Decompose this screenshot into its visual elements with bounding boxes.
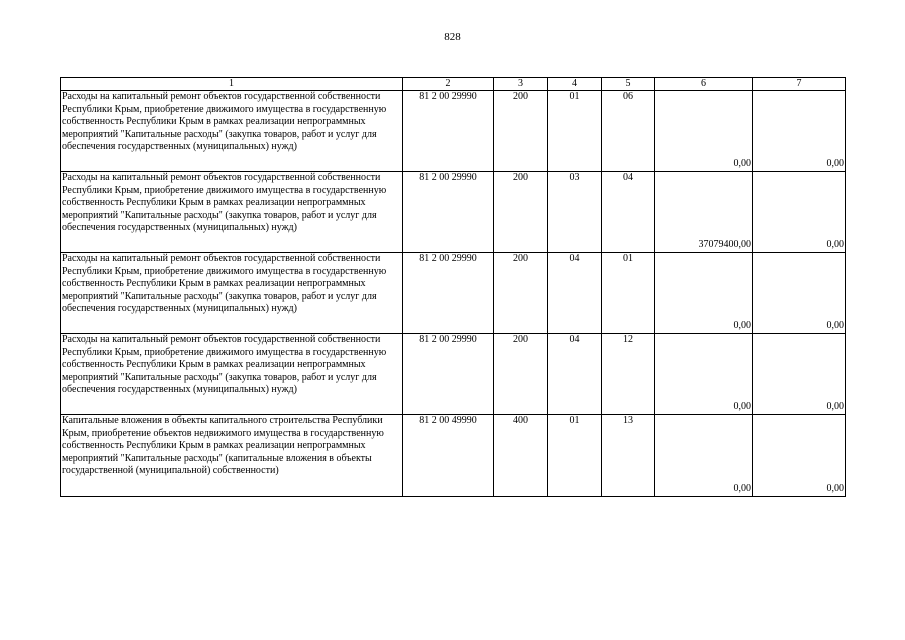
header-col-2: 2 <box>403 78 494 91</box>
header-col-6: 6 <box>655 78 753 91</box>
row-amount-col7: 0,00 <box>753 172 846 253</box>
table-row <box>61 415 846 497</box>
row-amount-col6: 0,00 <box>655 91 753 172</box>
row-amount-col7: 0,00 <box>753 415 846 497</box>
row-description: Расходы на капитальный ремонт объектов государственной собственности Республики Крым, приобретение движимого имущества в государственную собственность Республики Крым в рамках реализации непрограммных мероприятий "Капитальные расходы" (закупка товаров, работ и услуг для обеспечения государственных (муниципальных) нужд) <box>61 253 403 334</box>
header-col-1: 1 <box>61 78 403 91</box>
row-amount-col6: 0,00 <box>655 415 753 497</box>
row-subsection: 12 <box>602 334 655 415</box>
header-col-7: 7 <box>753 78 846 91</box>
header-col-5: 5 <box>602 78 655 91</box>
row-amount-col7: 0,00 <box>753 334 846 415</box>
row-description: Капитальные вложения в объекты капитального строительства Республики Крым, приобретение объектов недвижимого имущества в государственную собственность Республики Крым в рамках реализации непрограммных мероприятий "Капитальные расходы" (капитальные вложения в объекты государственной (муниципальной) собственности) <box>61 415 403 497</box>
row-amount-col6: 37079400,00 <box>655 172 753 253</box>
page-number: 828 <box>444 31 461 43</box>
row-expense-type: 200 <box>494 334 548 415</box>
row-target-code: 81 2 00 29990 <box>403 91 494 172</box>
header-col-3: 3 <box>494 78 548 91</box>
row-amount-col6: 0,00 <box>655 334 753 415</box>
budget-table <box>60 77 846 497</box>
row-expense-type: 200 <box>494 91 548 172</box>
row-section: 03 <box>548 172 602 253</box>
row-section: 04 <box>548 334 602 415</box>
table-row <box>61 172 846 253</box>
header-col-4: 4 <box>548 78 602 91</box>
row-amount-col7: 0,00 <box>753 253 846 334</box>
row-section: 04 <box>548 253 602 334</box>
row-target-code: 81 2 00 29990 <box>403 172 494 253</box>
row-subsection: 01 <box>602 253 655 334</box>
table-body <box>61 91 846 497</box>
row-subsection: 06 <box>602 91 655 172</box>
row-section: 01 <box>548 415 602 497</box>
row-expense-type: 200 <box>494 253 548 334</box>
row-expense-type: 400 <box>494 415 548 497</box>
table-row <box>61 253 846 334</box>
header-row <box>61 78 846 91</box>
table-row <box>61 91 846 172</box>
row-description: Расходы на капитальный ремонт объектов государственной собственности Республики Крым, приобретение движимого имущества в государственную собственность Республики Крым в рамках реализации непрограммных мероприятий "Капитальные расходы" (закупка товаров, работ и услуг для обеспечения государственных (муниципальных) нужд) <box>61 91 403 172</box>
table-header <box>61 78 846 91</box>
row-description: Расходы на капитальный ремонт объектов государственной собственности Республики Крым, приобретение движимого имущества в государственную собственность Республики Крым в рамках реализации непрограммных мероприятий "Капитальные расходы" (закупка товаров, работ и услуг для обеспечения государственных (муниципальных) нужд) <box>61 334 403 415</box>
table-row <box>61 334 846 415</box>
row-amount-col6: 0,00 <box>655 253 753 334</box>
row-subsection: 13 <box>602 415 655 497</box>
row-section: 01 <box>548 91 602 172</box>
row-target-code: 81 2 00 29990 <box>403 253 494 334</box>
row-subsection: 04 <box>602 172 655 253</box>
row-target-code: 81 2 00 29990 <box>403 334 494 415</box>
row-expense-type: 200 <box>494 172 548 253</box>
row-amount-col7: 0,00 <box>753 91 846 172</box>
row-target-code: 81 2 00 49990 <box>403 415 494 497</box>
row-description: Расходы на капитальный ремонт объектов государственной собственности Республики Крым, приобретение движимого имущества в государственную собственность Республики Крым в рамках реализации непрограммных мероприятий "Капитальные расходы" (закупка товаров, работ и услуг для обеспечения государственных (муниципальных) нужд) <box>61 172 403 253</box>
